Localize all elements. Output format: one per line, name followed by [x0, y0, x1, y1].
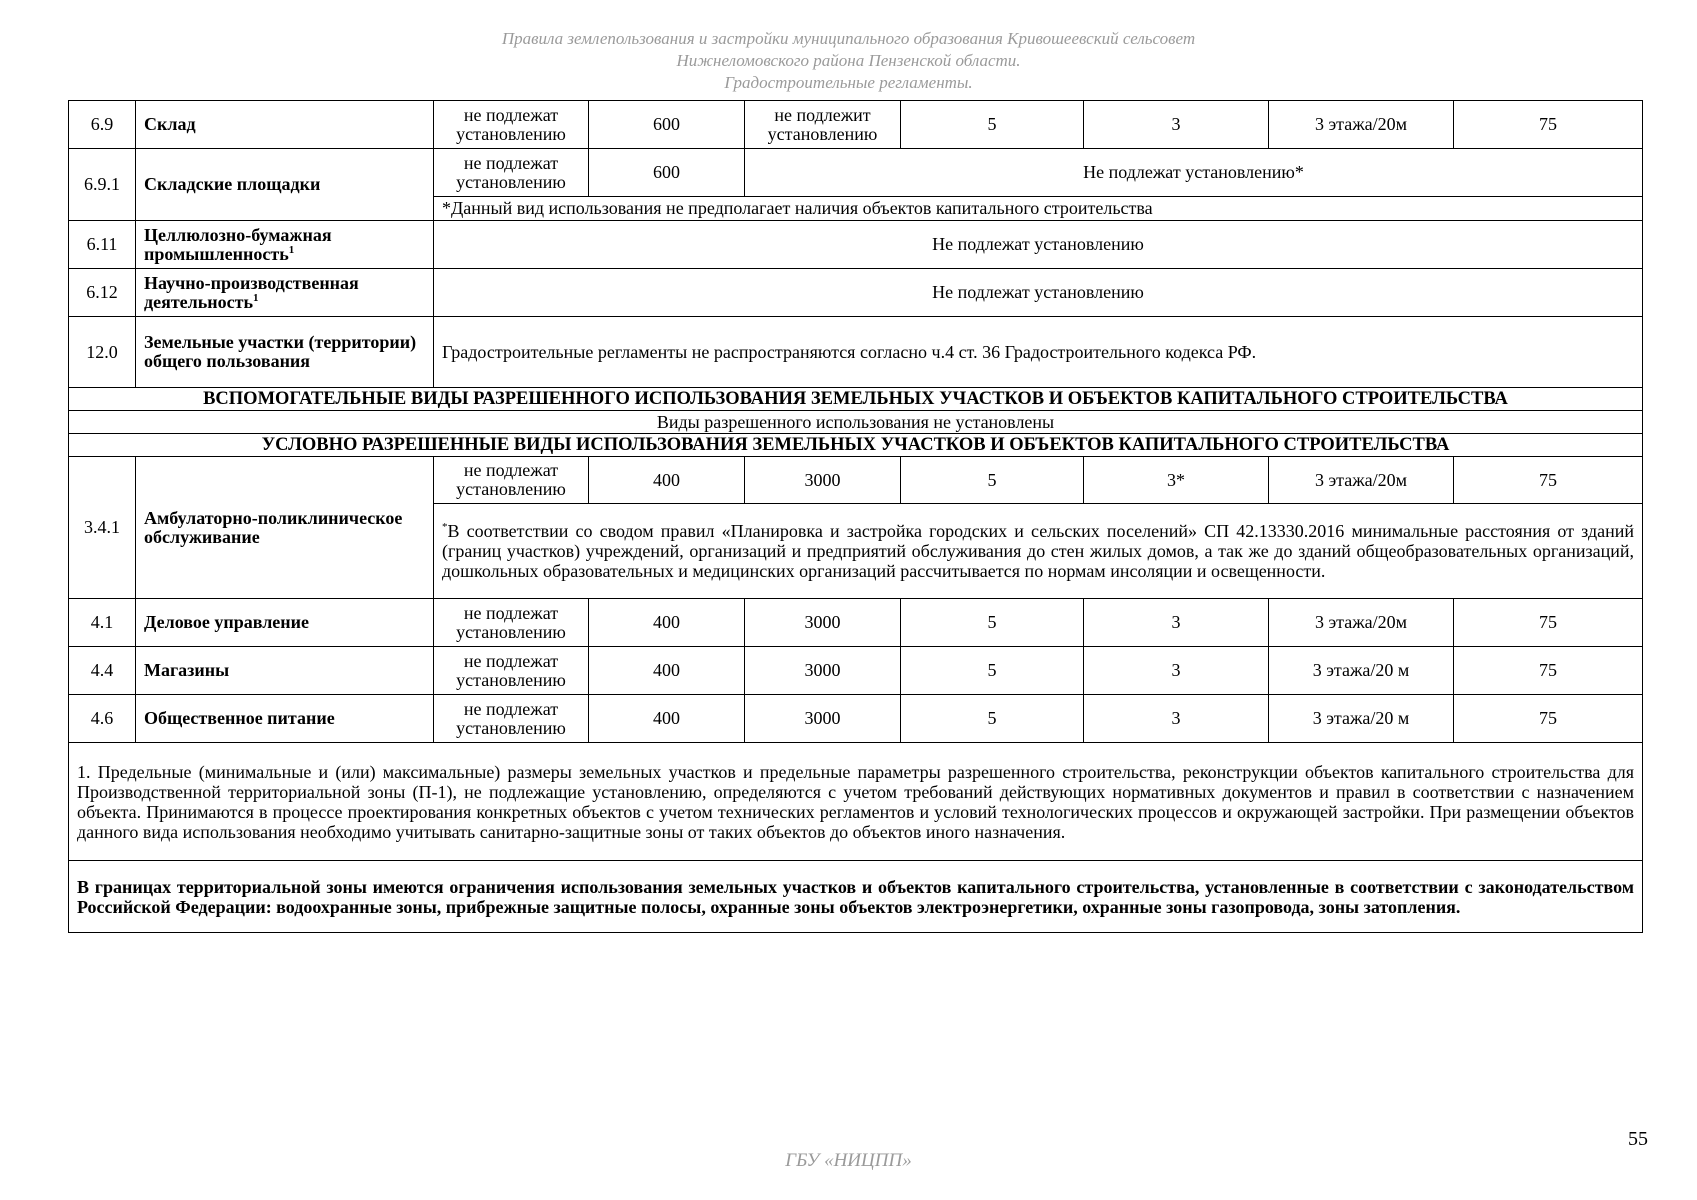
cell-value: 5: [901, 695, 1084, 743]
row-name: Общественное питание: [136, 695, 434, 743]
row-code: 4.6: [69, 695, 136, 743]
row-code: 6.12: [69, 269, 136, 317]
row-name: Магазины: [136, 647, 434, 695]
merged-cell: Не подлежат установлению*: [745, 149, 1643, 197]
footnote-1: 1. Предельные (минимальные и (или) максимальные) размеры земельных участков и предельные параметры разрешенного строительства, реконструкции объектов капитального строительства для Производственной территориальной зоны (П-1), не подлежащие установлению, определяются с учетом требований действующих нормативных документов и правил в соответствии с назначением объекта. Принимаются в процессе проектирования конкретных объектов с учетом технических регламентов и условий технологических процессов и окружающей застройки. При размещении объектов данного вида использования необходимо учитывать санитарно-защитные зоны от таких объектов до объектов иного назначения.: [69, 743, 1643, 861]
row-name: Склад: [136, 101, 434, 149]
table-row: [69, 221, 1643, 269]
page-footer: ГБУ «НИЦПП»: [785, 1150, 912, 1171]
cell-value: 3 этажа/20м: [1269, 457, 1454, 504]
table-row: [69, 861, 1643, 933]
merged-cell: Не подлежат установлению: [434, 221, 1643, 269]
cell-value: 600: [589, 101, 745, 149]
row-name: Амбулаторно-поликлиническое обслуживание: [136, 457, 434, 599]
row-name-text: Целлюлозно-бумажная промышленность: [144, 224, 332, 264]
cell-value: 75: [1454, 599, 1643, 647]
cell-value: не подлежит установлению: [745, 101, 901, 149]
restrictions-note: В границах территориальной зоны имеются ограничения использования земельных участков и объектов капитального строительства, установленные в соответствии с законодательством Российской Федерации: водоохранные зоны, прибрежные защитные полосы, охранные зоны объектов электроэнергетики, охранные зоны газопровода, зоны затопления.: [69, 861, 1643, 933]
table-row: [69, 149, 1643, 197]
table-row: [69, 695, 1643, 743]
cell-value: 75: [1454, 457, 1643, 504]
cell-value: 400: [589, 647, 745, 695]
cell-value: 3: [1084, 647, 1269, 695]
cell-value: 75: [1454, 695, 1643, 743]
note-mark: *: [442, 521, 448, 533]
cell-value: 75: [1454, 101, 1643, 149]
cell-value: 3000: [745, 695, 901, 743]
page-number: 55: [1628, 1128, 1648, 1150]
footnote-mark: 1: [288, 243, 295, 256]
row-name: Земельные участки (территории) общего пользования: [136, 317, 434, 388]
cell-value: 3 этажа/20 м: [1269, 647, 1454, 695]
row-code: 4.1: [69, 599, 136, 647]
row-note-text: В соответствии со сводом правил «Планировка и застройка городских и сельских поселений» СП 42.13330.2016 минимальные расстояния от зданий (границ участков) учреждений, организаций и предприятий обслуживания до стен жилых домов, а так же до зданий общеобразовательных организаций, дошкольных образовательных и медицинских организаций рассчитывается по нормам инсоляции и освещенности.: [442, 521, 1634, 581]
table-row: [69, 317, 1643, 388]
cell-min-size: не подлежат установлению: [434, 457, 589, 504]
table-row: [69, 411, 1643, 434]
table-row: [69, 599, 1643, 647]
cell-value: 600: [589, 149, 745, 197]
header-line-3: Градостроительные регламенты.: [724, 73, 973, 92]
header-line-1: Правила землепользования и застройки муниципального образования Кривошеевский сельсовет: [501, 29, 1196, 48]
cell-value: 5: [901, 101, 1084, 149]
merged-cell: Не подлежат установлению: [434, 269, 1643, 317]
cell-value: 3 этажа/20м: [1269, 101, 1454, 149]
cell-value: 3000: [745, 647, 901, 695]
cell-value: 3: [1084, 695, 1269, 743]
row-code: 4.4: [69, 647, 136, 695]
cell-min-size: не подлежат установлению: [434, 599, 589, 647]
row-note: [434, 504, 1643, 599]
table-row: [69, 647, 1643, 695]
row-name: [136, 269, 434, 317]
aux-none-cell: Виды разрешенного использования не установлены: [69, 411, 1643, 434]
cell-value: 3 этажа/20 м: [1269, 695, 1454, 743]
merged-cell: Градостроительные регламенты не распространяются согласно ч.4 ст. 36 Градостроительного кодекса РФ.: [434, 317, 1643, 388]
cell-min-size: не подлежат установлению: [434, 101, 589, 149]
row-name: [136, 221, 434, 269]
row-code: 12.0: [69, 317, 136, 388]
header-line-2: Нижнеломовского района Пензенской области.: [676, 51, 1021, 70]
section-header-row: [69, 434, 1643, 457]
cell-min-size: не подлежат установлению: [434, 695, 589, 743]
table-row: [69, 457, 1643, 504]
cell-value: 3: [1084, 599, 1269, 647]
cell-value: 5: [901, 457, 1084, 504]
cell-value: 3 этажа/20м: [1269, 599, 1454, 647]
cell-value: 3: [1084, 101, 1269, 149]
cell-min-size: не подлежат установлению: [434, 647, 589, 695]
cell-value: 75: [1454, 647, 1643, 695]
cell-min-size: не подлежат установлению: [434, 149, 589, 197]
row-code: 6.11: [69, 221, 136, 269]
row-name: Складские площадки: [136, 149, 434, 221]
footnote-mark: 1: [253, 291, 259, 304]
row-code: 6.9: [69, 101, 136, 149]
cell-value: 5: [901, 647, 1084, 695]
cell-value: 3*: [1084, 457, 1269, 504]
cell-value: 3000: [745, 457, 901, 504]
cell-value: 5: [901, 599, 1084, 647]
cell-value: 400: [589, 599, 745, 647]
regulations-table: [68, 100, 1643, 933]
row-name-text: Научно-производственная деятельность: [144, 272, 359, 312]
row-code: 6.9.1: [69, 149, 136, 221]
cell-value: 400: [589, 695, 745, 743]
section-header-auxiliary: ВСПОМОГАТЕЛЬНЫЕ ВИДЫ РАЗРЕШЕННОГО ИСПОЛЬЗОВАНИЯ ЗЕМЕЛЬНЫХ УЧАСТКОВ И ОБЪЕКТОВ КАПИТАЛЬНОГО СТРОИТЕЛЬСТВА: [69, 388, 1643, 411]
section-header-row: [69, 388, 1643, 411]
table-row: [69, 743, 1643, 861]
row-note: *Данный вид использования не предполагает наличия объектов капитального строительства: [434, 197, 1643, 221]
table-row: [69, 269, 1643, 317]
section-header-conditional: УСЛОВНО РАЗРЕШЕННЫЕ ВИДЫ ИСПОЛЬЗОВАНИЯ ЗЕМЕЛЬНЫХ УЧАСТКОВ И ОБЪЕКТОВ КАПИТАЛЬНОГО СТРОИТЕЛЬСТВА: [69, 434, 1643, 457]
cell-value: 3000: [745, 599, 901, 647]
cell-value: 400: [589, 457, 745, 504]
table-row: [69, 101, 1643, 149]
row-name: Деловое управление: [136, 599, 434, 647]
row-code: 3.4.1: [69, 457, 136, 599]
